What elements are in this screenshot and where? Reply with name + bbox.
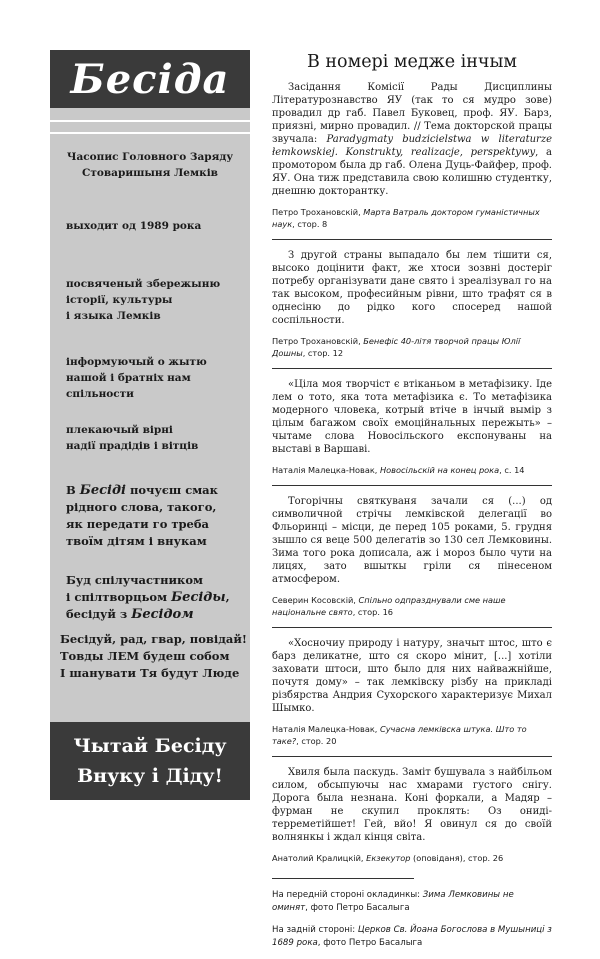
cover-credit: На задній стороні: Церков Св. Йоана Богослова в Мушыниці з 1689 рока, фото Петро Басалыга (272, 925, 552, 948)
slogan-line: Товды ЛЕМ будеш собом (60, 649, 230, 663)
participate-block (50, 572, 250, 623)
footer-line: Внуку і Діду! (77, 765, 223, 787)
divider (272, 878, 414, 879)
article-excerpt: Тогорічны святкуваня зачали ся (...) од символичной стрічы лемківской делегації во Фльоринці – місци, де перед 105 роками, 5. грудня зышло ся веце 500 делегатів зо 130 сел Лемковины. Зима того рока дописала, аж і мороз было чути на лицях, зато вшыткы гріли ся пінесеном атмосфером. (272, 496, 552, 585)
subtitle-line: Стоваришыня Лемків (82, 167, 218, 179)
taste-line: як передати го треба (66, 517, 209, 531)
since-line (50, 218, 250, 234)
divider (50, 132, 250, 134)
divider (272, 239, 552, 240)
divider (272, 627, 552, 628)
slogan-line: І шанувати Тя будут Люде (60, 666, 240, 680)
article-excerpt: «Хосночиу природу і натуру, значыт штос, што є барз деликатне, што ся скоро мінит, [...] хотіли заховати штоси, што было для них найважнійше, почутя дому» – так лемківску різбу на прикладі різбярства Андрия Сухорского характеризує Михал Шымко. (272, 638, 552, 714)
article-excerpt: «Ціла моя творчіст є втіканьом в метафізику. Іде лем о тото, яка тота метафізика є. То метафізика модерного чловека, котрый втіче в інчый вымір з цілым багажом своїх емоційнальных пережыть» – чытаме слова Новосільского експонуваны на выставі в Варшаві. (272, 379, 552, 455)
cherish-line: плекаючый вірні (66, 424, 173, 436)
taste-line: твоїм дітям і внукам (66, 534, 207, 548)
logo-text: Бесіда (70, 55, 230, 103)
article-citation: Наталія Малецка-Новак, Новосільскій на конец рока, с. 14 (272, 465, 525, 475)
participate-line: бесідуй з Бесідом (66, 607, 194, 622)
taste-line: рідного слова, такого, (66, 500, 217, 514)
divider (272, 485, 552, 486)
mission-line: історії, культуры (66, 294, 173, 306)
informs-line: інформуючый о жытю (66, 356, 207, 368)
cover-credit: На передній стороні окладинкы: Зима Лемковины не оминят, фото Петро Басалыга (272, 890, 514, 913)
cover-credits (272, 889, 552, 949)
article-list (272, 81, 552, 864)
page-title: В номері медже інчым (306, 52, 518, 72)
article-citation: Анатолий Кралицкій, Екзекутор (оповіданя), стор. 26 (272, 853, 504, 863)
divider (50, 120, 250, 122)
article-citation: Петро Трохановскій, Бенефіс 40-літя творчой працы Юлії Дошны, стор. 12 (272, 336, 521, 358)
article-citation: Наталія Малецка-Новак, Сучасна лемківска штука. Што то таке?, стор. 20 (272, 724, 527, 746)
article-citation: Северин Косовскій, Спільно одпразднували сме наше національне свято, стор. 16 (272, 595, 506, 617)
magazine-subtitle (50, 149, 250, 181)
mission-line: посвяченый збережыню (66, 278, 221, 290)
sidebar-footer (50, 722, 250, 800)
informs-line: спільности (66, 388, 134, 400)
participate-line: Буд спілучастником (66, 573, 204, 587)
informs-block (50, 354, 250, 402)
mission-line: і языка Лемків (66, 310, 161, 322)
article-excerpt: З другой страны выпадало бы лем тішити ся, высоко доцінити факт, же хтоси зозвні достеріг потребу організувати дане свято і зреалізувал го на так высоком, професийным рівни, што трафят ся в однесіню до рідко кого спосеред нашой соспільности. (272, 250, 552, 326)
taste-block (50, 482, 250, 550)
subtitle-line: Часопис Головного Заряду (66, 151, 234, 163)
article-excerpt: Засідання Комісії Рады Дисциплины Літературознавство ЯУ (так то ся мудро зове) провадил др габ. Павел Буковец, проф. ЯУ. Барз, приязні, мирно провадил. // Тема докторской працы звучала: Paradygmaty budzicielstwa w literaturze łemkowskiej. Konstrukty, realizacje, perspektywy, а промотором была др габ. Олена Дуць-Файфер, проф. ЯУ. Она тиж представила свою колишню студентку, днешню докторантку. (272, 82, 552, 197)
slogan-line: Бесідуй, рад, гвар, повідай! (60, 632, 247, 646)
magazine-logo (50, 50, 250, 108)
divider (272, 368, 552, 369)
slogan-block (50, 631, 250, 682)
participate-line: і спілтворцьом Бесіды, (66, 590, 230, 605)
taste-line: В Бесіді почуєш смак (66, 483, 218, 498)
cherish-line: надії прадідів і вітців (66, 440, 199, 452)
since-text: выходит од 1989 рока (66, 220, 202, 232)
article-citation: Петро Трохановскій, Марта Ватраль доктором гуманістичных наук, стор. 8 (272, 207, 540, 229)
footer-line: Чытай Бесіду (73, 735, 227, 757)
contents-column (272, 50, 552, 959)
mission-block (50, 276, 250, 324)
divider (272, 756, 552, 757)
article-excerpt: Хвиля была паскудь. Заміт бушувала з найбільом силом, обсыпуючы нас хмарами густого снігу. Дорога была незнана. Коні форкали, а Мадяр – фурман не скупил проклять: Оз ониді- терреметійшет! Гей, вйо! Я овинул ся до своїй волнянкы і ждал кінця світа. (272, 767, 552, 843)
cherish-block (50, 422, 250, 454)
sidebar (50, 50, 250, 800)
informs-line: нашой і братніх нам (66, 372, 191, 384)
